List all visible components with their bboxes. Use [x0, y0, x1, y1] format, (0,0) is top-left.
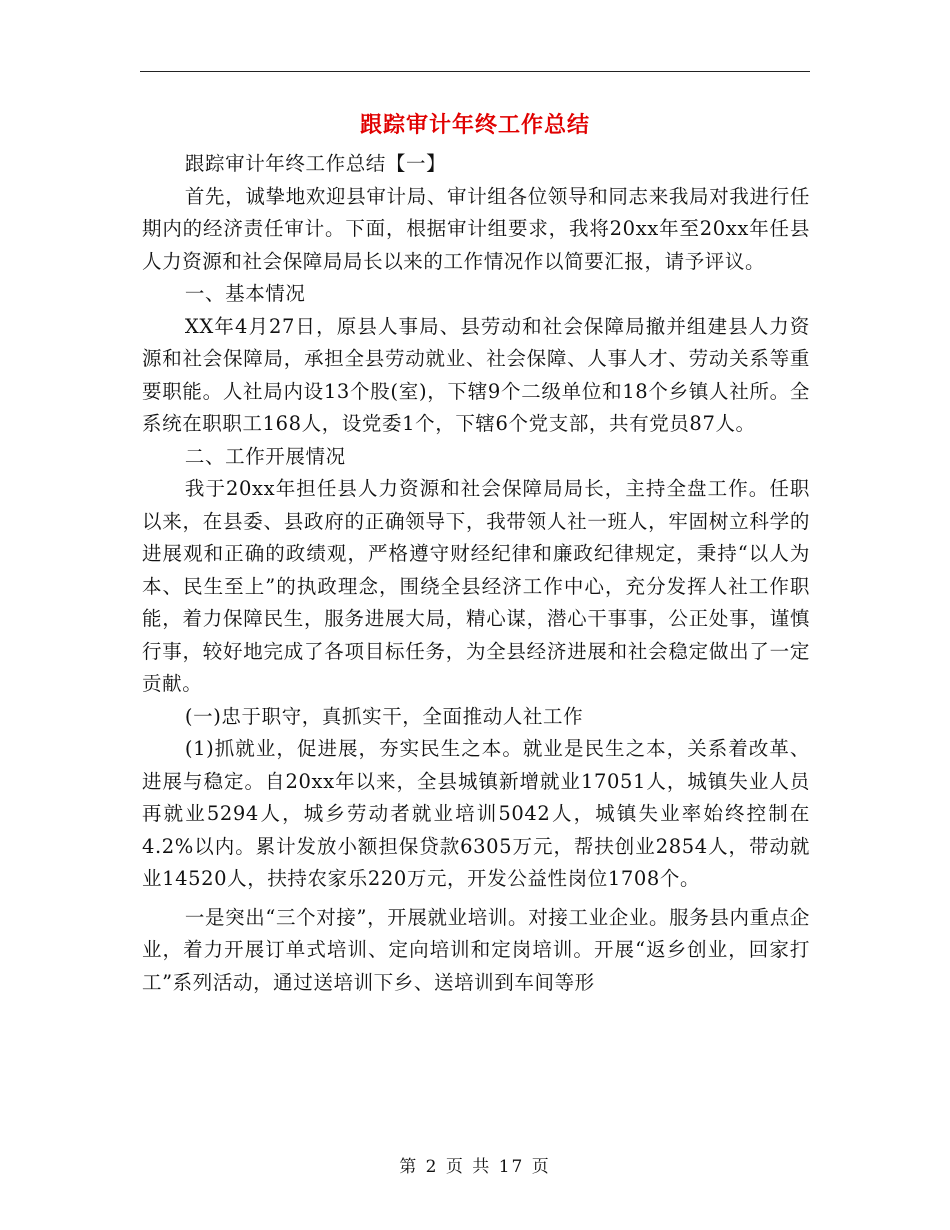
document-body [142, 148, 810, 999]
page-number-label: 第 2 页 共 17 页 [399, 1157, 551, 1177]
body-paragraph: (1)抓就业，促进展，夯实民生之本。就业是民生之本，关系着改革、进展与稳定。自20xx年以来，全县城镇新增就业17051人，城镇失业人员再就业5294人，城乡劳动者就业培训5042人，城镇失业率始终控制在4.2%以内。累计发放小额担保贷款6305万元，帮扶创业2854人，带动就业14520人，扶持农家乐220万元，开发公益性岗位1708个。 [142, 737, 810, 890]
body-paragraph: 一是突出“三个对接”，开展就业培训。对接工业企业。服务县内重点企业，着力开展订单式培训、定向培训和定岗培训。开展“返乡创业，回家打工”系列活动，通过送培训下乡、送培训到车间等形 [142, 905, 810, 994]
document-title: 跟踪审计年终工作总结 [359, 112, 590, 138]
subsection-heading: (一)忠于职守，真抓实干，全面推动人社工作 [184, 704, 584, 728]
page-footer [0, 1152, 950, 1177]
section-heading: 二、工作开展情况 [184, 444, 346, 468]
section-heading: 一、基本情况 [184, 282, 306, 305]
body-paragraph: XX年4月27日，原县人事局、县劳动和社会保障局撤并组建县人力资源和社会保障局，承担全县劳动就业、社会保障、人事人才、劳动关系等重要职能。人社局内设13个股(室)，下辖9个二级单位和18个乡镇人社所。全系统在职职工168人，设党委1个，下辖6个党支部，共有党员87人。 [142, 314, 810, 435]
section-heading: 跟踪审计年终工作总结【一】 [184, 152, 447, 175]
body-paragraph: 我于20xx年担任县人力资源和社会保障局局长，主持全盘工作。任职以来，在县委、县政府的正确领导下，我带领人社一班人，牢固树立科学的进展观和正确的政绩观，严格遵守财经纪律和廉政纪律规定，秉持“以人为本、民生至上”的执政理念，围绕全县经济工作中心，充分发挥人社工作职能，着力保障民生，服务进展大局，精心谋，潜心干事事，公正处事，谨慎行事，较好地完成了各项目标任务，为全县经济进展和社会稳定做出了一定贡献。 [142, 477, 810, 695]
body-paragraph: 首先，诚挚地欢迎县审计局、审计组各位领导和同志来我局对我进行任期内的经济责任审计。下面，根据审计组要求，我将20xx年至20xx年任县人力资源和社会保障局局长以来的工作情况作以简要汇报，请予评议。 [142, 184, 810, 273]
header-rule [140, 71, 810, 72]
